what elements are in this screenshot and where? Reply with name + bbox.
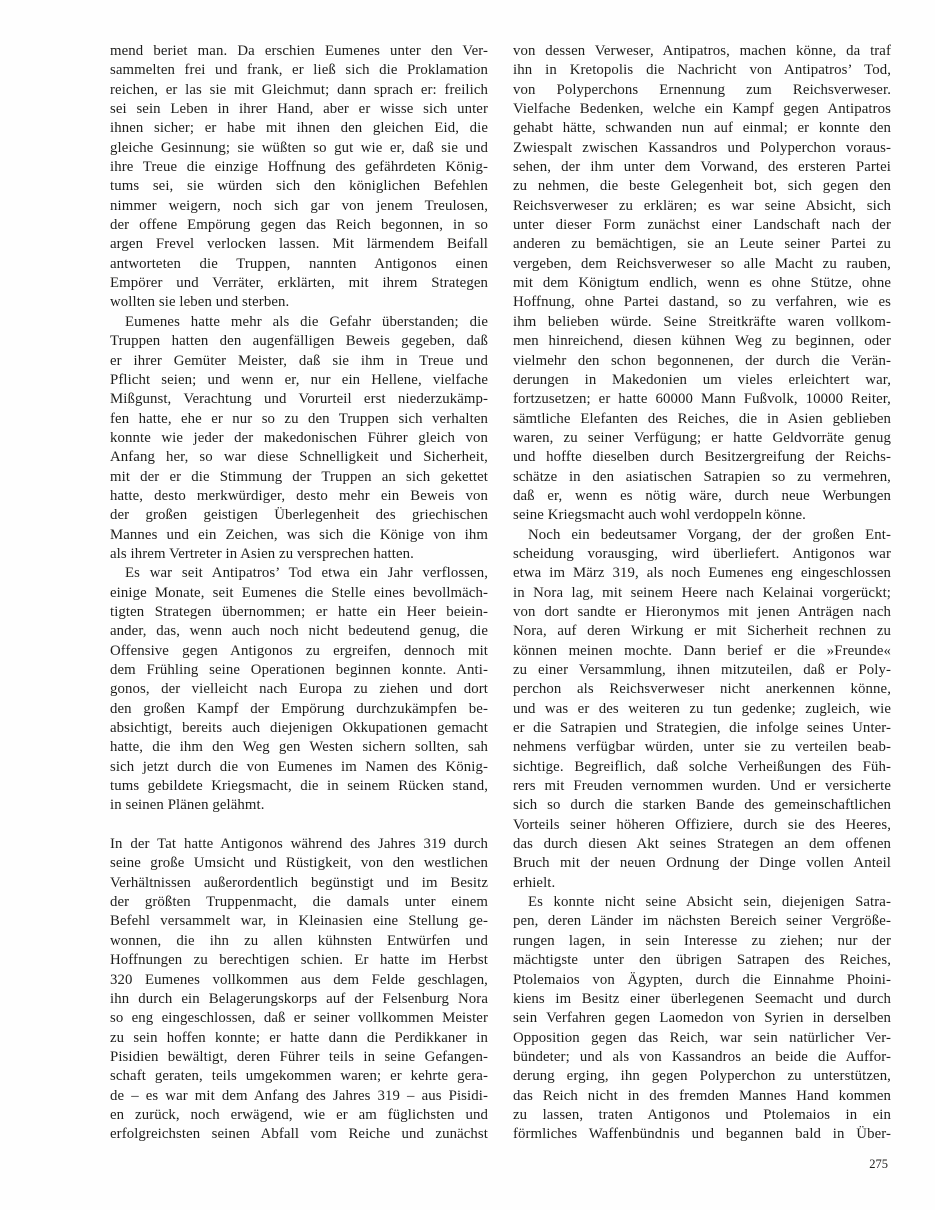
text-line: sich jetzt durch die von Eumenes im Namen des König- [110, 758, 488, 775]
right-column [513, 42, 891, 1145]
text-line: von Polyperchons Ernennung zum Reichsverweser. [513, 81, 891, 98]
text-line: kiens im Besitz einer überlegenen Seemacht und durch [513, 990, 891, 1007]
text-line: Befehl versammelt war, in Kleinasien eine Stellung ge- [110, 913, 488, 930]
text-line: rungen lagen, in sein Interesse zu ziehen; nur der [513, 932, 891, 949]
text-line: tigten Strategen übernommen; er hatte ein Heer beiein- [110, 603, 488, 620]
text-line: schätze in den asiatischen Satrapien so zu vermehren, [513, 468, 891, 485]
text-line: sämtliche Elefanten des Reiches, die in Asien geblieben [513, 410, 891, 427]
text-line: wonnen, die ihn zu allen kühnsten Entwürfen und [110, 932, 488, 949]
text-line: sein Verfahren gegen Laomedon von Syrien in derselben [513, 1010, 891, 1027]
text-line: gonos, der vielleicht nach Europa zu ziehen und dort [110, 681, 488, 698]
text-line: 320 Eumenes vollkommen aus dem Felde geschlagen, [110, 971, 488, 988]
text-line: nimmer weigern, noch sich gar von jenem Treulosen, [110, 197, 488, 214]
text-line: gleiche Gesinnung; sie wüßten so gut wie er, daß sie und [110, 139, 488, 156]
text-line: mend beriet man. Da erschien Eumenes unter den Ver- [110, 43, 488, 59]
text-line: ihre Treue die einzige Hoffnung des gefährdeten König- [110, 159, 488, 176]
page-number: 275 [869, 1157, 888, 1171]
text-line: Pflicht seien; und wenn er, nur ein Hellene, vielfache [110, 371, 488, 388]
text-line: Hoffnung, ohne Partei dastand, so zu verfahren, wie es [513, 294, 891, 311]
text-line: können meinen mochte. Dann berief er die »Freunde« [513, 642, 891, 659]
text-line: waren, zu seiner Verfügung; er hatte Geldvorräte genug [513, 429, 891, 446]
text-line: Vorteils seiner höheren Offiziere, durch sie des Heeres, [513, 816, 891, 833]
text-line: das durch diesen Akt seines Strategen an dem offenen [513, 836, 891, 853]
text-line: sehen, der ihm unter dem Vorwand, des ersteren Partei [513, 159, 891, 176]
text-line: Noch ein bedeutsamer Vorgang, der der großen Ent- [528, 526, 891, 543]
text-line: In der Tat hatte Antigonos während des Jahres 319 durch [110, 836, 488, 853]
text-line: nehmens verfügbar würden, unter sie zu verteilen beab- [513, 739, 891, 756]
text-line: schaft geraten, teils umgekommen waren; er kehrte gera- [110, 1068, 488, 1085]
text-line: de – es war mit dem Anfang des Jahres 319 – aus Pisidi- [110, 1087, 488, 1104]
text-line: seine große Umsicht und Rüstigkeit, von den westlichen [110, 855, 488, 872]
text-line: ihnen sicher; er habe mit ihnen den gleichen Eid, die [110, 120, 488, 137]
text-line: erfolgreichsten seinen Abfall vom Reiche und zunächst [110, 1126, 488, 1143]
text-line: Truppen hatten den augenfälligen Beweis gegeben, daß [110, 333, 488, 350]
text-line: Es war seit Antipatros’ Tod etwa ein Jahr verflossen, [125, 565, 488, 582]
text-line: gehabt hätte, schwanden nun auf einmal; er konnte den [513, 120, 891, 137]
text-line: einige Monate, seit Eumenes die Stelle eines bevollmäch- [110, 584, 488, 601]
text-line: und was er des weiteren zu tun gedenke; zugleich, wie [513, 700, 891, 717]
paragraph [513, 893, 891, 1144]
text-line: hatte, die ihm den Weg gen Westen sichern sollten, sah [110, 739, 488, 756]
text-line: zu sein hoffen konnte; er hatte dann die Perdikkaner in [110, 1029, 488, 1046]
text-line: sammelten frei und frank, er ließ sich die Proklamation [110, 62, 488, 79]
text-line: Ptolemaios von Ägypten, durch die Einnahme Phoini- [513, 971, 891, 988]
text-line: mächtigste unter den übrigen Satrapen des Reiches, [513, 952, 891, 969]
text-line: perchon als Reichsverweser nicht anerkennen könne, [513, 681, 891, 698]
text-line: bündeter; und als von Kassandros an beide die Auffor- [513, 1048, 891, 1065]
text-line: Zwiespalt zwischen Kassandros und Polyperchon voraus- [513, 139, 891, 156]
text-line: ihn in Kretopolis die Nachricht von Antipatros’ Tod, [513, 62, 891, 79]
text-line: Mißgunst, Verachtung und Vorurteil erst niederzukämp- [110, 391, 488, 408]
text-line: erhielt. [513, 874, 556, 891]
text-line: fen hatte, ehe er nur so zu den Truppen sich verhalten [110, 410, 488, 427]
text-line: scheidung vorausging, wird überliefert. Antigonos war [513, 545, 891, 562]
text-line: derung erging, ihn gegen Polyperchon zu unterstützen, [513, 1068, 891, 1085]
text-line: förmliches Waffenbündnis und begannen bald in Über- [513, 1126, 891, 1143]
text-line: konnte wie jeder der makedonischen Führer gleich von [110, 429, 488, 446]
text-line: unter dieser Form zunächst einer Landschaft nach der [513, 217, 891, 234]
left-column [110, 42, 488, 1145]
text-line: zu nehmen, die beste Gelegenheit bot, sich gegen den [513, 178, 891, 195]
text-line: Pisidien bewältigt, deren Führer teils in seine Gefangen- [110, 1048, 488, 1065]
text-line: wollten sie leben und sterben. [110, 294, 290, 311]
text-line: men hinreichend, diesen kühnen Weg zu beginnen, oder [513, 333, 891, 350]
text-line: hatte, desto merkwürdiger, desto mehr ein Beweis von [110, 487, 488, 504]
text-line: tums sei, sie würden sich den königlichen Befehlen [110, 178, 488, 195]
text-line: dem Frühling seine Operationen beginnen konnte. Anti- [110, 662, 488, 678]
text-line: ihn durch ein Belagerungskorps auf der Felsenburg Nora [110, 990, 488, 1007]
text-line: von dessen Verweser, Antipatros, machen könne, da traf [513, 43, 891, 59]
text-line: fortzusetzen; er hatte 60000 Mann Fußvolk, 10000 Reiter, [513, 391, 891, 408]
text-line: in seinen Plänen gelähmt. [110, 797, 265, 814]
text-line: etwa im März 319, als noch Eumenes eng eingeschlossen [513, 565, 891, 582]
text-line: antworteten die Truppen, nannten Antigonos einen [110, 255, 488, 272]
text-line: ihm belieben würde. Seine Streitkräfte waren vollkom- [513, 313, 891, 330]
text-line: der größten Truppenmacht, die damals unter einem [110, 894, 488, 911]
text-line: reichen, er las sie mit Gleichmut; dann sprach er: freilich [110, 81, 488, 98]
text-line: Verhältnissen außerordentlich begünstigt und im Besitz [110, 874, 488, 891]
text-line: den großen Kampf der Empörung durchzukämpfen be- [110, 700, 488, 717]
text-line: Nora, auf deren Wirkung er mit Sicherheit rechnen zu [513, 623, 891, 640]
text-line: en zurück, noch erwägend, wie er am füglichsten und [110, 1106, 488, 1123]
text-line: ander, das, wenn auch noch nicht bedeutend genug, die [110, 623, 488, 640]
text-line: sich so durch die starken Bande des gemeinschaftlichen [513, 797, 891, 814]
text-line: Bruch mit der neuen Ordnung der Dinge vollen Anteil [513, 855, 891, 872]
text-line: anderen zu bemächtigen, sie an Leute seiner Partei zu [513, 236, 891, 253]
text-line: Vielfache Bedenken, welche ein Kampf gegen Antipatros [513, 101, 891, 118]
text-line: derungen in Makedonien um vieles erleichtert war, [513, 371, 891, 388]
text-line: Opposition gegen das Reich, war sein natürlicher Ver- [513, 1029, 891, 1046]
paragraph [110, 313, 488, 564]
text-line: mit der er die Stimmung der Truppen an sich gekettet [110, 468, 488, 485]
text-line: sichtige. Begreiflich, daß solche Verheißungen des Füh- [513, 758, 891, 775]
text-line: von dort sandte er Hieronymos mit jenen Anträgen nach [513, 603, 891, 620]
text-line: in Nora lag, mit seinem Heere nach Kelainai vorgerückt; [513, 584, 891, 601]
text-line: er die Satrapien und Strategien, die infolge seines Unter- [513, 720, 891, 737]
text-line: so eng eingeschlossen, daß er seiner vollkommen Meister [110, 1010, 488, 1027]
text-line: der großen geistigen Überlegenheit des griechischen [110, 507, 488, 524]
text-line: zu lassen, traten Antigonos und Ptolemaios in ein [513, 1106, 891, 1123]
text-line: Anfang her, so war diese Schnelligkeit und Sicherheit, [110, 449, 488, 466]
text-line: pen, deren Länder im nächsten Bereich seiner Vergröße- [513, 913, 891, 930]
text-line: er ihrer Gemüter Meister, daß sie ihm in Treue und [110, 352, 488, 369]
text-line: seine Kriegsmacht auch wohl verdoppeln könne. [513, 507, 806, 524]
text-line: Mannes und ein Zeichen, was sich die Könige von ihm [110, 526, 488, 543]
text-line: Es konnte nicht seine Absicht sein, diejenigen Satra- [528, 894, 891, 911]
text-block [110, 42, 891, 1145]
paragraph [110, 42, 488, 313]
text-line: als ihrem Vertreter in Asien zu versprechen hatten. [110, 545, 414, 562]
text-line: Offensive gegen Antigonos zu ergreifen, dennoch mit [110, 642, 488, 659]
text-line: Eumenes hatte mehr als die Gefahr überstanden; die [125, 313, 488, 330]
paragraph [513, 42, 891, 526]
text-line: mit dem Königtum endlich, wenn es ohne Stütze, ohne [513, 275, 891, 292]
paragraph [110, 835, 488, 1145]
paragraph [110, 564, 488, 815]
text-line: absichtigt, bereits auch diejenigen Okkupationen gemacht [110, 720, 488, 737]
paragraph [513, 526, 891, 894]
text-line: Reichsverweser zu erklären; es war seine Absicht, sich [513, 197, 891, 214]
text-line: tums gebildete Kriegsmacht, die in seinem Rücken stand, [110, 778, 488, 795]
text-line: rers mit Freuden vernommen wurden. Und er versicherte [513, 778, 891, 795]
text-line: daß er, wenn es nötig wäre, durch neue Werbungen [513, 487, 891, 504]
text-line: zu einer Versammlung, ihnen mitzuteilen, daß er Poly- [513, 662, 891, 678]
text-line: Empörer und Verräter, erklärten, mit ihrem Strategen [110, 275, 488, 292]
text-line: vielmehr den schon begonnenen, der durch die Verän- [513, 352, 891, 369]
text-line: sei sein Leben in ihrer Hand, aber er wisse sich unter [110, 101, 488, 118]
text-line: Hoffnungen zu berechtigen schien. Er hatte im Herbst [110, 952, 488, 969]
text-line: das Reich nicht in des fremden Mannes Hand kommen [513, 1087, 891, 1104]
text-line: der offene Empörung gegen das Reich begonnen, in so [110, 217, 488, 234]
text-line: argen Frevel verlocken lassen. Mit lärmendem Beifall [110, 236, 488, 253]
text-line: und hoffte dieselben durch Besitzergreifung der Reichs- [513, 449, 891, 466]
text-line: vergeben, dem Reichsverweser so alle Macht zu rauben, [513, 255, 891, 272]
